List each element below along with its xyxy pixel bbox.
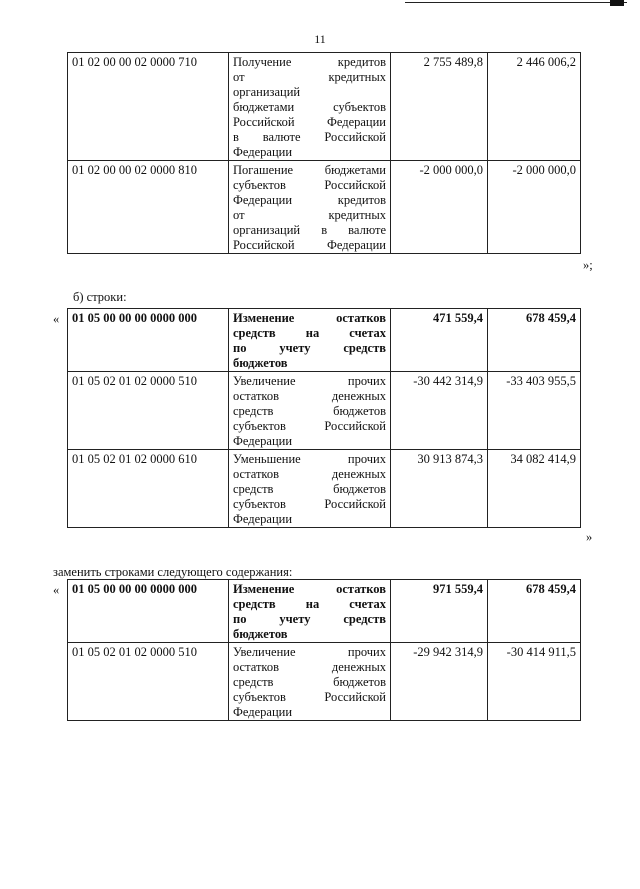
description-line: Российской Федерации [233, 115, 386, 129]
description-line: средств бюджетов [233, 482, 386, 496]
amount-cell-year1: -30 442 314,9 [391, 372, 488, 450]
description-cell [229, 53, 391, 161]
description-cell [229, 161, 391, 254]
opening-quote-mark: « [53, 312, 60, 326]
description-line: субъектов Российской [233, 690, 386, 704]
description-line: Погашение бюджетами [233, 163, 386, 177]
table-row [68, 161, 581, 254]
amount-cell-year2: -33 403 955,5 [488, 372, 581, 450]
description-line: Федерации [233, 512, 293, 526]
description-line: организаций в валюте [233, 223, 386, 237]
table-row [68, 450, 581, 528]
description-line: в валюте Российской [233, 130, 386, 144]
amount-cell-year1: 2 755 489,8 [391, 53, 488, 161]
amount-cell-year2: 34 082 414,9 [488, 450, 581, 528]
caption-replace: заменить строками следующего содержания: [53, 565, 293, 579]
budget-code-cell: 01 02 00 00 02 0000 810 [68, 161, 229, 254]
top-edge-line [405, 2, 627, 12]
budget-code-cell: 01 05 02 01 02 0000 610 [68, 450, 229, 528]
table-row [68, 372, 581, 450]
description-line: остатков денежных [233, 389, 386, 403]
opening-quote-mark: « [53, 583, 60, 597]
description-cell [229, 372, 391, 450]
description-line: Увеличение прочих [233, 645, 386, 659]
description-line: Российской Федерации [233, 238, 386, 252]
amount-cell-year2: 2 446 006,2 [488, 53, 581, 161]
amount-cell-year1: -2 000 000,0 [391, 161, 488, 254]
budget-code-cell: 01 05 00 00 00 0000 000 [68, 309, 229, 372]
description-cell [229, 643, 391, 721]
amount-cell-year2: 678 459,4 [488, 580, 581, 643]
table-row [68, 309, 581, 372]
amount-cell-year2: 678 459,4 [488, 309, 581, 372]
description-line: Федерации [233, 145, 293, 159]
description-line: средств бюджетов [233, 675, 386, 689]
description-line: бюджетами субъектов [233, 100, 386, 114]
budget-code-cell: 01 05 02 01 02 0000 510 [68, 372, 229, 450]
description-line: средств бюджетов [233, 404, 386, 418]
top-edge-mark [610, 0, 624, 6]
description-line: Федерации [233, 705, 293, 719]
description-line: средств на счетах [233, 597, 386, 611]
budget-code-cell: 01 05 00 00 00 0000 000 [68, 580, 229, 643]
amount-cell-year1: 471 559,4 [391, 309, 488, 372]
table-row [68, 580, 581, 643]
description-line: субъектов Российской [233, 419, 386, 433]
description-line: Увеличение прочих [233, 374, 386, 388]
closing-quote-mark: » [586, 530, 593, 544]
budget-table-3 [67, 579, 581, 721]
closing-quote-mark: »; [583, 258, 593, 272]
description-line: Изменение остатков [233, 311, 386, 325]
description-line: от кредитных [233, 208, 386, 222]
description-line: организаций [233, 85, 301, 99]
description-line: Изменение остатков [233, 582, 386, 596]
description-cell [229, 580, 391, 643]
description-line: средств на счетах [233, 326, 386, 340]
table-row [68, 53, 581, 161]
budget-table-1 [67, 52, 581, 254]
description-line: Федерации [233, 434, 293, 448]
caption-b-rows: б) строки: [73, 290, 127, 304]
description-line: по учету средств [233, 612, 386, 626]
budget-code-cell: 01 05 02 01 02 0000 510 [68, 643, 229, 721]
page-number: 11 [314, 32, 326, 46]
description-line: остатков денежных [233, 467, 386, 481]
budget-table-2 [67, 308, 581, 528]
description-line: Уменьшение прочих [233, 452, 386, 466]
description-line: остатков денежных [233, 660, 386, 674]
description-line: бюджетов [233, 627, 288, 641]
description-line: Получение кредитов [233, 55, 386, 69]
amount-cell-year1: 30 913 874,3 [391, 450, 488, 528]
budget-code-cell: 01 02 00 00 02 0000 710 [68, 53, 229, 161]
table-row [68, 643, 581, 721]
amount-cell-year1: 971 559,4 [391, 580, 488, 643]
description-cell [229, 309, 391, 372]
amount-cell-year1: -29 942 314,9 [391, 643, 488, 721]
description-line: по учету средств [233, 341, 386, 355]
description-cell [229, 450, 391, 528]
description-line: Федерации кредитов [233, 193, 386, 207]
description-line: от кредитных [233, 70, 386, 84]
amount-cell-year2: -2 000 000,0 [488, 161, 581, 254]
amount-cell-year2: -30 414 911,5 [488, 643, 581, 721]
description-line: бюджетов [233, 356, 288, 370]
description-line: субъектов Российской [233, 497, 386, 511]
description-line: субъектов Российской [233, 178, 386, 192]
